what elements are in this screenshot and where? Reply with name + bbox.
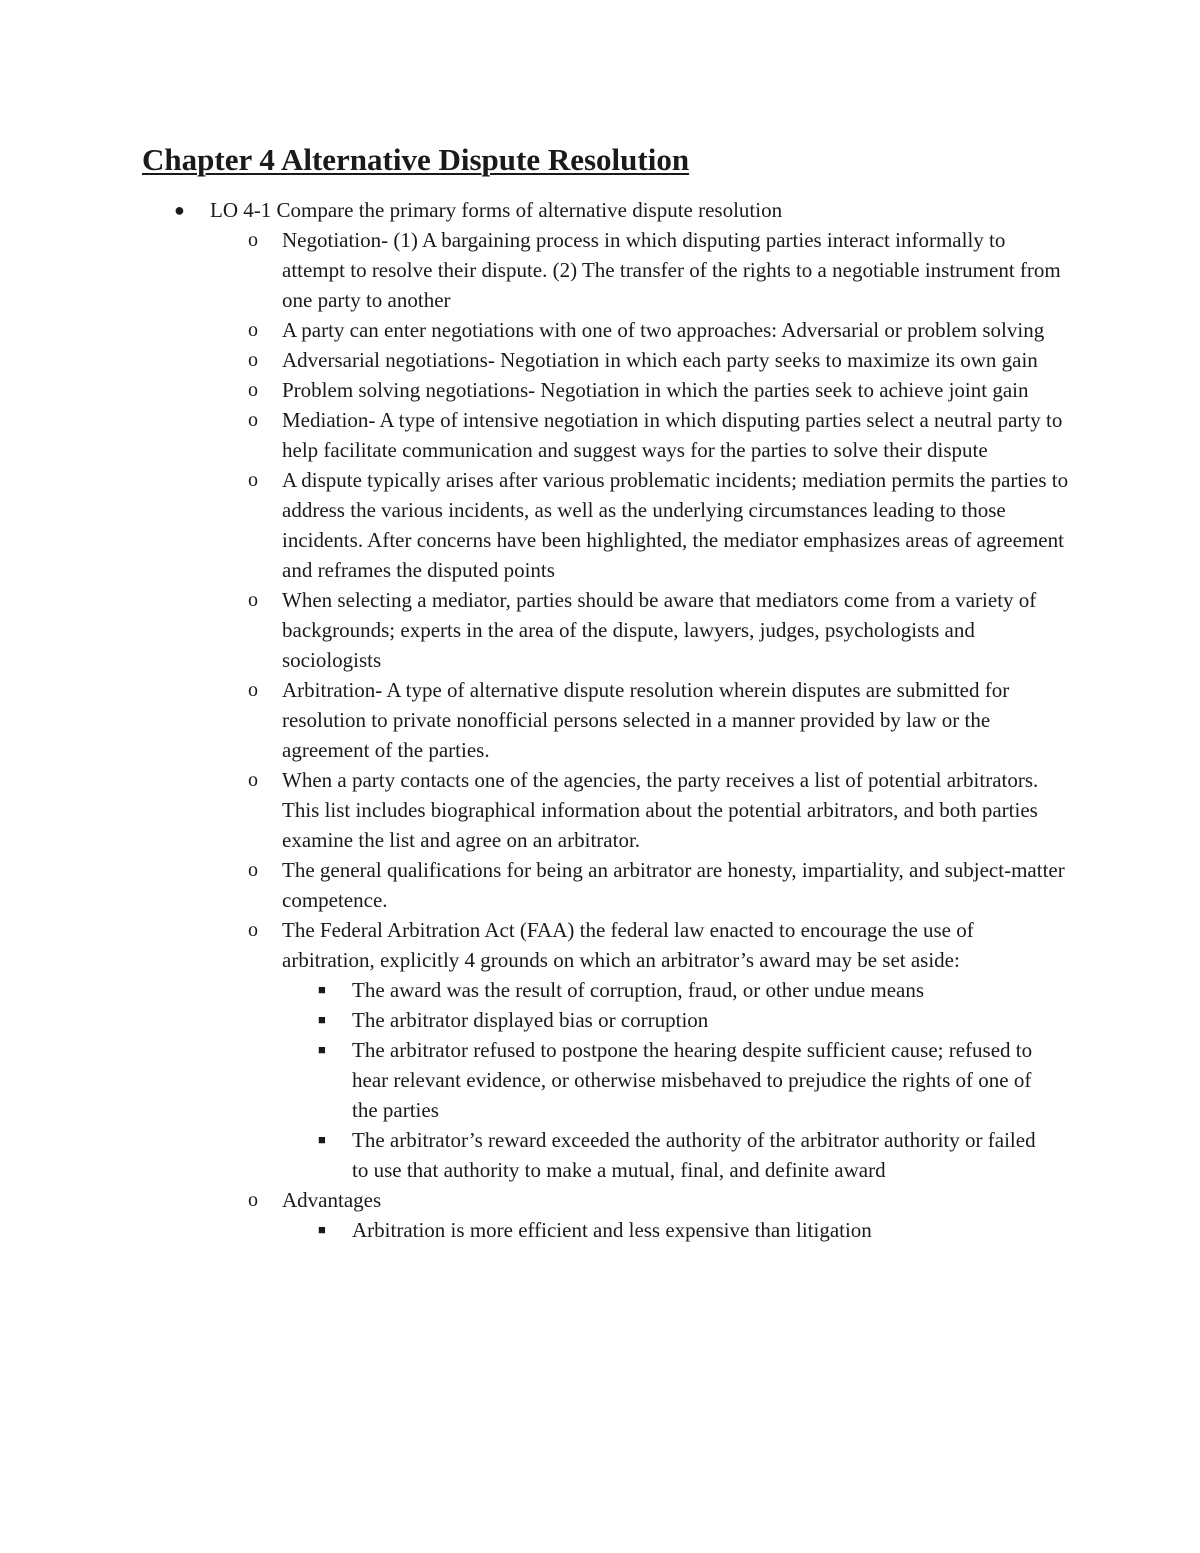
square-marker: ■ <box>318 982 326 997</box>
list-item <box>0 675 1200 765</box>
list-item-text: Mediation- A type of intensive negotiation in which disputing parties select a neutral party to help facilitate communication and suggest ways for the parties to solve their dispute <box>282 408 1063 462</box>
document-body <box>0 195 1200 1245</box>
list-item <box>0 1035 1200 1125</box>
list-item-text: The Federal Arbitration Act (FAA) the federal law enacted to encourage the use of arbitration, explicitly 4 grounds on which an arbitrator’s award may be set aside: <box>282 918 974 972</box>
list-item <box>0 765 1200 855</box>
list-item-text: Advantages <box>282 1188 382 1212</box>
list-item <box>0 375 1200 405</box>
list-item-text: Arbitration is more efficient and less expensive than litigation <box>352 1218 872 1242</box>
list-item <box>0 915 1200 975</box>
circle-marker: o <box>248 319 258 341</box>
circle-marker: o <box>248 409 258 431</box>
list-item-text: Adversarial negotiations- Negotiation in which each party seeks to maximize its own gain <box>282 348 1038 372</box>
list-item-text: The arbitrator’s reward exceeded the authority of the arbitrator authority or failed to use that authority to make a mutual, final, and definite award <box>352 1128 1036 1182</box>
circle-marker: o <box>248 589 258 611</box>
list-item <box>0 585 1200 675</box>
bullet-marker: ● <box>174 200 185 220</box>
list-item-text: The arbitrator displayed bias or corruption <box>352 1008 709 1032</box>
list-item-text: A dispute typically arises after various problematic incidents; mediation permits the parties to address the various incidents, as well as the underlying circumstances leading to those incidents. After concerns have been highlighted, the mediator emphasizes areas of agreement and reframes the disputed points <box>282 468 1069 582</box>
list-item-text: A party can enter negotiations with one of two approaches: Adversarial or problem solving <box>282 318 1045 342</box>
list-item <box>0 1125 1200 1185</box>
list-item <box>0 225 1200 315</box>
document-title: Chapter 4 Alternative Dispute Resolution <box>142 142 690 177</box>
circle-marker: o <box>248 919 258 941</box>
list-item <box>0 855 1200 915</box>
circle-marker: o <box>248 1189 258 1211</box>
list-item <box>0 315 1200 345</box>
circle-marker: o <box>248 859 258 881</box>
list-item-text: The award was the result of corruption, fraud, or other undue means <box>352 978 925 1002</box>
circle-marker: o <box>248 379 258 401</box>
circle-marker: o <box>248 349 258 371</box>
list-item <box>0 345 1200 375</box>
square-marker: ■ <box>318 1042 326 1057</box>
circle-marker: o <box>248 679 258 701</box>
square-marker: ■ <box>318 1132 326 1147</box>
list-item <box>0 405 1200 465</box>
list-item <box>0 195 1200 225</box>
list-item-text: Problem solving negotiations- Negotiation in which the parties seek to achieve joint gain <box>282 378 1029 402</box>
list-item-text: LO 4-1 Compare the primary forms of alternative dispute resolution <box>210 198 783 222</box>
list-item-text: When a party contacts one of the agencies, the party receives a list of potential arbitrators. This list includes biographical information about the potential arbitrators, and both parties examine the list and agree on an arbitrator. <box>282 768 1039 852</box>
list-item-text: Arbitration- A type of alternative dispute resolution wherein disputes are submitted for resolution to private nonofficial persons selected in a manner provided by law or the agreement of the parties. <box>282 678 1010 762</box>
list-item-text: The general qualifications for being an arbitrator are honesty, impartiality, and subject-matter competence. <box>282 858 1065 912</box>
list-item-text: Negotiation- (1) A bargaining process in which disputing parties interact informally to attempt to resolve their dispute. (2) The transfer of the rights to a negotiable instrument from one party to another <box>282 228 1061 312</box>
square-marker: ■ <box>318 1222 326 1237</box>
list-item <box>0 975 1200 1005</box>
circle-marker: o <box>248 229 258 251</box>
list-item <box>0 1215 1200 1245</box>
circle-marker: o <box>248 769 258 791</box>
list-item <box>0 1005 1200 1035</box>
square-marker: ■ <box>318 1012 326 1027</box>
list-item <box>0 465 1200 585</box>
circle-marker: o <box>248 469 258 491</box>
list-item <box>0 1185 1200 1215</box>
list-item-text: The arbitrator refused to postpone the hearing despite sufficient cause; refused to hear relevant evidence, or otherwise misbehaved to prejudice the rights of one of the parties <box>352 1038 1033 1122</box>
list-item-text: When selecting a mediator, parties should be aware that mediators come from a variety of backgrounds; experts in the area of the dispute, lawyers, judges, psychologists and sociologists <box>282 588 1037 672</box>
